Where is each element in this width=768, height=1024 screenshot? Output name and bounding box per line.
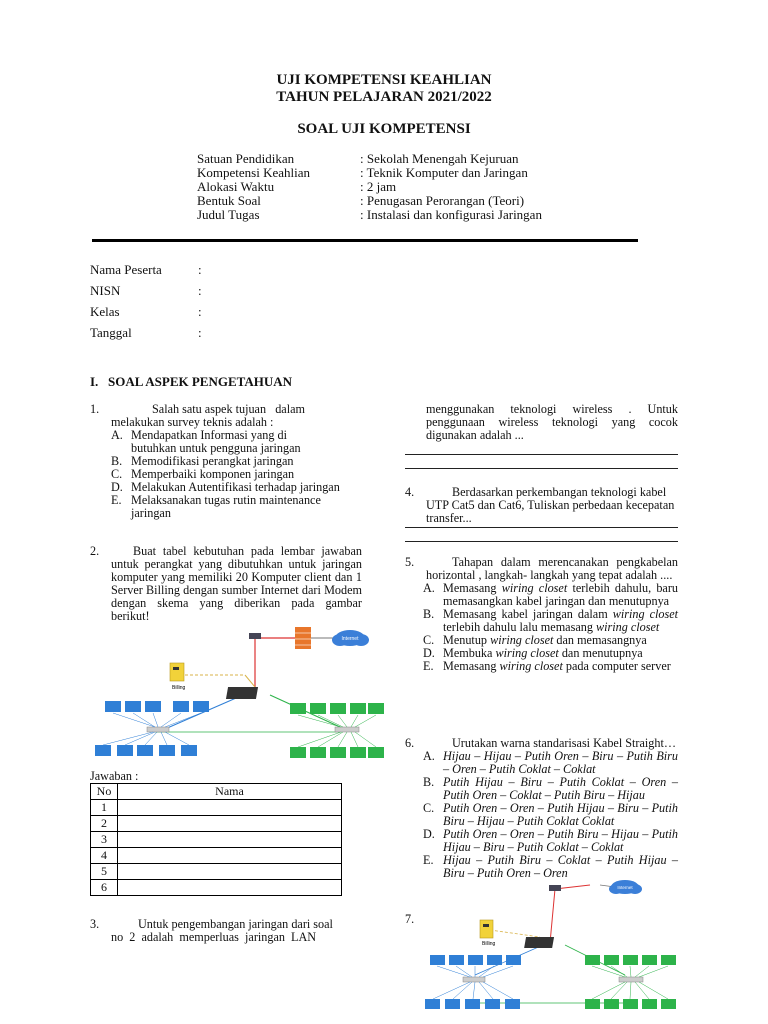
network-topology-svg (95, 625, 385, 767)
info-label: Alokasi Waktu (197, 179, 275, 194)
blue-switch-icon (463, 977, 485, 982)
q5-number: 5. (405, 555, 415, 569)
q6-text: Urutakan warna standarisasi Kabel Straight… (452, 736, 677, 750)
network-topology-svg-2 (425, 875, 685, 1020)
title-line-3: SOAL UJI KOMPETENSI (297, 121, 471, 137)
network-diagram-1 (95, 625, 385, 767)
table-row: 5 (91, 864, 342, 880)
q1-option-e: E. Melaksanakan tugas rutin maintenance jaringan (111, 493, 321, 520)
q5-option-b: B. Memasang kabel jaringan dalam wiring closet terlebih dahulu lalu memasang wiring closet (423, 607, 678, 634)
question-2 (90, 545, 362, 623)
table-row: 1 (91, 800, 342, 816)
svg-text:Internet: Internet (341, 636, 359, 642)
info-label: Judul Tugas (197, 207, 260, 222)
table-header-no: No (91, 784, 118, 800)
green-client-group-bottom (585, 999, 676, 1009)
info-label: Bentuk Soal (197, 193, 261, 208)
q2-number: 2. (90, 544, 100, 558)
q5-option-c: C. Menutup wiring closet dan memasangnya (423, 633, 647, 647)
table-row: 2 (91, 816, 342, 832)
answer-line (405, 454, 678, 455)
answer-cell[interactable] (118, 864, 342, 880)
q1-option-a: A. Mendapatkan Informasi yang di butuhkan untuk pengguna jaringan (111, 428, 301, 455)
info-label: Satuan Pendidikan (197, 151, 295, 166)
table-row: 4 (91, 848, 342, 864)
router-icon (549, 885, 561, 891)
network-diagram-2 (425, 875, 685, 1020)
answer-line (405, 541, 678, 542)
blue-client-group-top (430, 955, 521, 965)
answer-cell[interactable] (118, 880, 342, 896)
q6-option-b: B. Putih Hijau – Biru – Putih Coklat – Oren – Putih Oren – Coklat – Putih Biru – Hijau (423, 775, 678, 802)
info-value: : Sekolah Menengah Kejuruan (360, 151, 519, 166)
firewall-icon (295, 627, 311, 649)
q1-stem-1: Salah satu aspek tujuan dalam (152, 402, 305, 416)
answer-label: Jawaban : (90, 769, 139, 783)
q2-text: Buat tabel kebutuhan pada lembar jawaban untuk perangkat yang dibutuhkan untuk jaringan komputer yang memiliki 20 Komputer client dan 1 Server Billing dengan sumber Internet dari Modem dengan skema yang diberikan pada gambar berikut! (111, 544, 362, 623)
question-3 (90, 918, 362, 944)
blue-client-group-bottom (95, 745, 197, 756)
green-client-group-top (290, 703, 384, 714)
participant-colon: : (198, 304, 202, 319)
q5-text: Tahapan dalam merencanakan pengkabelan horizontal , langkah- langkah yang tepat adalah .... (426, 555, 678, 582)
info-value: : Teknik Komputer dan Jaringan (360, 165, 528, 180)
title-line-2: TAHUN PELAJARAN 2021/2022 (276, 89, 492, 105)
billing-server-icon (480, 920, 496, 947)
q6-option-d: D. Putih Oren – Oren – Putih Biru – Hijau – Putih Hijau – Biru – Putih Coklat – Coklat (423, 827, 678, 854)
router-icon (249, 633, 261, 639)
main-switch-icon (226, 687, 258, 699)
info-value: : Penugasan Perorangan (Teori) (360, 193, 525, 208)
internet-cloud-icon (609, 880, 642, 894)
table-row: 3 (91, 832, 342, 848)
blue-switch-icon (147, 727, 169, 732)
answer-cell[interactable] (118, 800, 342, 816)
answer-table (90, 783, 342, 896)
green-switch-icon (335, 727, 359, 732)
info-value: : Instalasi dan konfigurasi Jaringan (360, 207, 542, 222)
q5-option-d: D. Membuka wiring closet dan menutupnya (423, 646, 643, 660)
green-client-group-top (585, 955, 676, 965)
q6-option-c: C. Putih Oren – Oren – Putih Hijau – Biru – Putih Biru – Hijau – Putih Coklat Coklat (423, 801, 678, 828)
q3-text-1: Untuk pengembangan jaringan dari soal (138, 917, 333, 931)
header-divider (92, 239, 638, 242)
q6-number: 6. (405, 736, 415, 750)
section-title: I. SOAL ASPEK PENGETAHUAN (90, 374, 293, 389)
info-value: : 2 jam (360, 179, 397, 194)
green-client-group-bottom (290, 747, 384, 758)
svg-text:Billing: Billing (172, 685, 186, 691)
question-6 (405, 737, 678, 880)
billing-server-icon (170, 663, 186, 691)
title-line-1: UJI KOMPETENSI KEAHLIAN (276, 72, 492, 88)
q1-option-c: C. Memperbaiki komponen jaringan (111, 467, 295, 481)
main-switch-icon (524, 937, 554, 948)
info-label: Kompetensi Keahlian (197, 165, 310, 180)
q3-continuation: menggunakan teknologi wireless . Untuk penggunaan wireless teknologi yang cocok digunakan adalah ... (426, 402, 678, 442)
q1-option-d: D. Melakukan Autentifikasi terhadap jaringan (111, 480, 340, 494)
question-5 (405, 556, 678, 673)
participant-colon: : (198, 262, 202, 277)
participant-label: Kelas (90, 304, 120, 319)
question-1 (90, 403, 362, 520)
answer-line (405, 527, 678, 528)
q1-option-b: B. Memodifikasi perangkat jaringan (111, 454, 294, 468)
answer-cell[interactable] (118, 832, 342, 848)
q4-text: Berdasarkan perkembangan teknologi kabel UTP Cat5 dan Cat6, Tuliskan perbedaan kecepatan transfer... (426, 485, 675, 525)
q3-number: 3. (90, 917, 100, 931)
q5-option-e: E. Memasang wiring closet pada computer server (423, 659, 671, 673)
q6-option-e: E. Hijau – Putih Biru – Coklat – Putih Hijau – Biru – Putih Oren – Oren (423, 853, 678, 880)
participant-label: Tanggal (90, 325, 132, 340)
q1-number: 1. (90, 402, 100, 416)
participant-colon: : (198, 283, 202, 298)
internet-cloud-icon (332, 630, 369, 646)
q7-number: 7. (405, 912, 415, 926)
answer-cell[interactable] (118, 848, 342, 864)
svg-text:Internet: Internet (617, 885, 633, 890)
table-header-nama: Nama (118, 784, 342, 800)
answer-line (405, 468, 678, 469)
answer-cell[interactable] (118, 816, 342, 832)
svg-text:Billing: Billing (482, 941, 496, 947)
q5-option-a: A. Memasang wiring closet terlebih dahulu, baru memasangkan kabel jaringan dan menutupnya (423, 581, 678, 608)
green-switch-icon (619, 977, 643, 982)
q1-stem-2: melakukan survey teknis adalah : (111, 415, 274, 429)
blue-client-group-top (105, 701, 209, 712)
q6-option-a: A. Hijau – Hijau – Putih Oren – Biru – Putih Biru – Oren – Putih Coklat – Coklat (423, 749, 678, 776)
participant-colon: : (198, 325, 202, 340)
answer-table-wrap (90, 783, 342, 896)
table-row: 6 (91, 880, 342, 896)
q4-number: 4. (405, 485, 415, 499)
blue-client-group-bottom (425, 999, 520, 1009)
question-4 (405, 486, 678, 525)
participant-label: NISN (90, 283, 121, 298)
q3-text-2: no 2 adalah memperluas jaringan LAN (111, 930, 317, 944)
participant-label: Nama Peserta (90, 262, 162, 277)
